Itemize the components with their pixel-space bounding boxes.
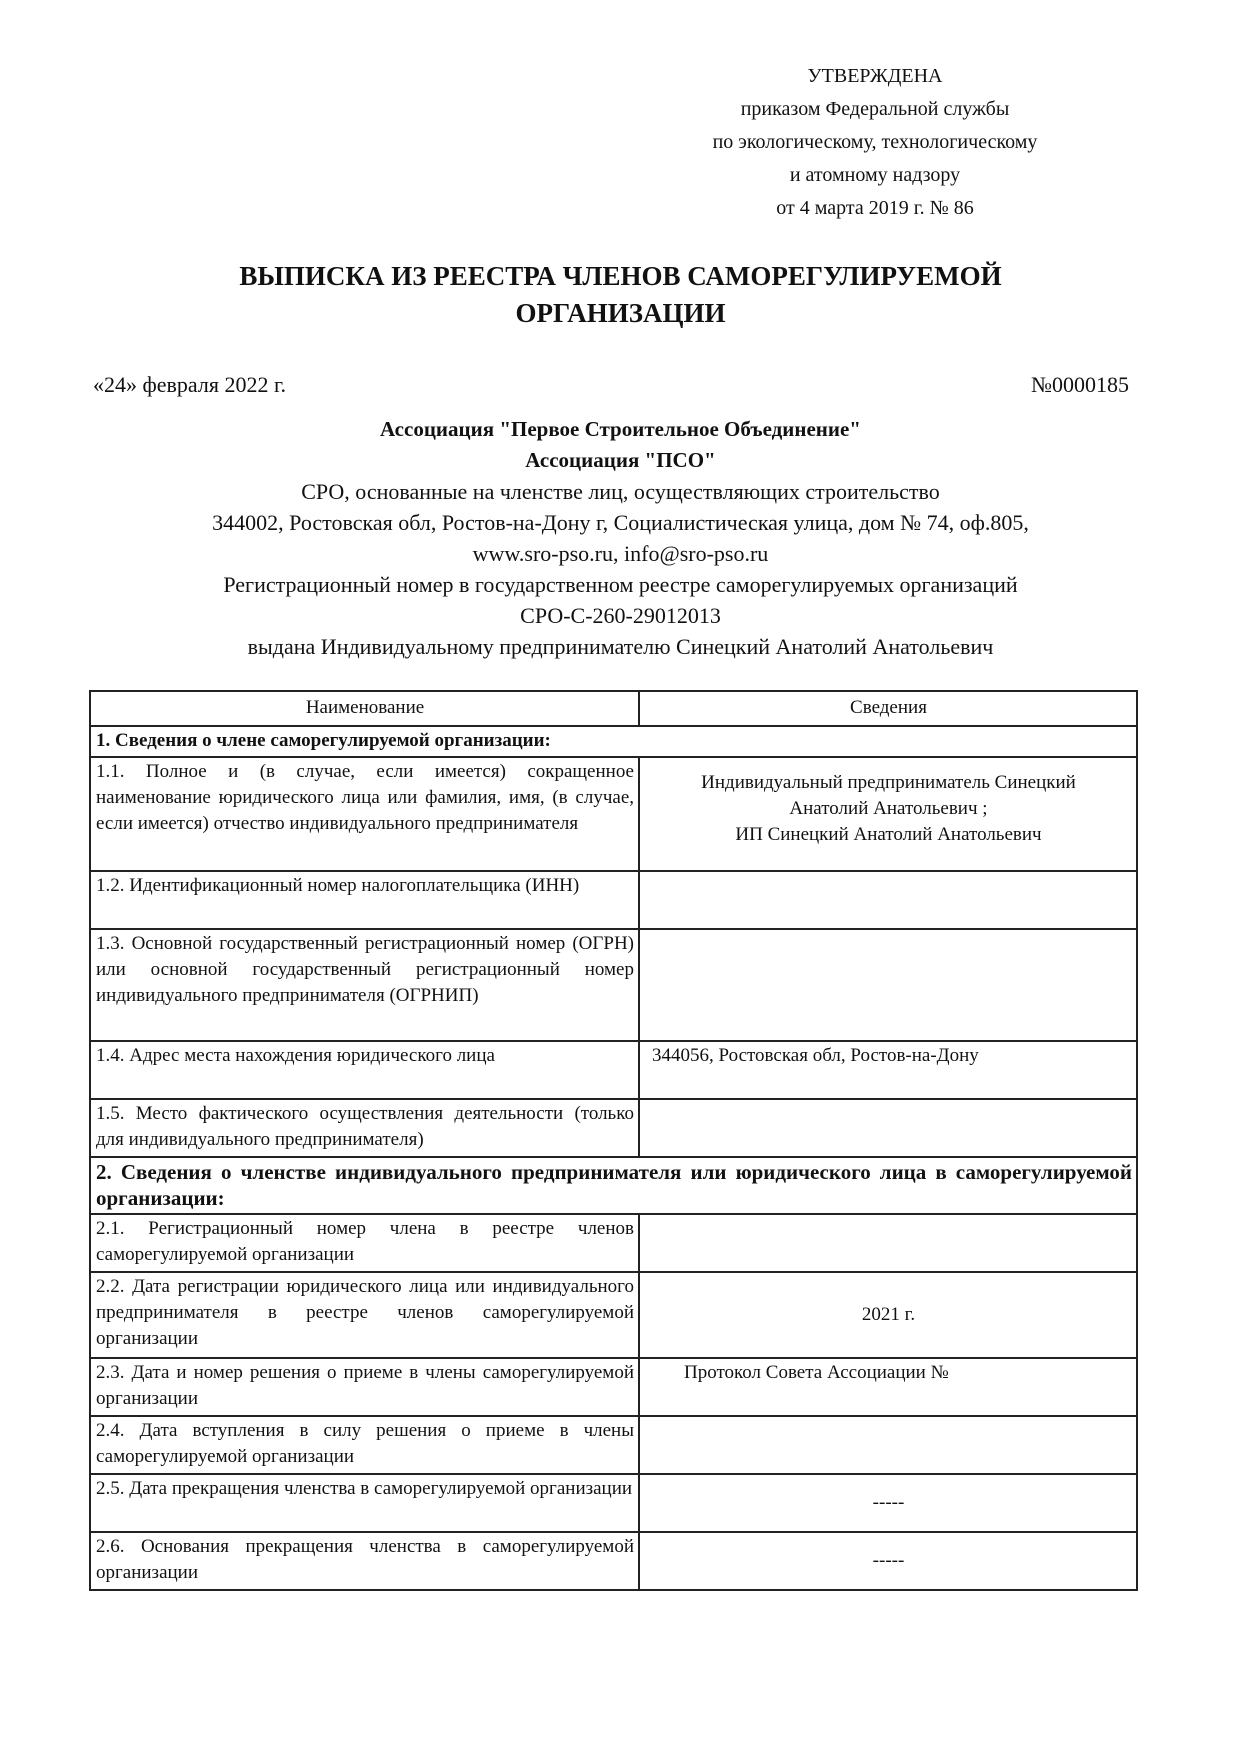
table-row <box>90 1214 1137 1272</box>
row-2-1-value <box>639 1214 1137 1272</box>
org-address: 344002, Ростовская обл, Ростов-на-Дону г, Социалистическая улица, дом № 74, оф.805, <box>212 510 1029 535</box>
table-row <box>90 1358 1137 1416</box>
table-row <box>90 1041 1137 1099</box>
title-line-1: ВЫПИСКА ИЗ РЕЕСТРА ЧЛЕНОВ САМОРЕГУЛИРУЕМОЙ <box>239 261 1002 291</box>
row-1-1-value <box>639 757 1137 871</box>
table-row <box>90 1474 1137 1532</box>
row-1-3-value <box>639 929 1137 1041</box>
row-1-1-value-line-2: Анатолий Анатольевич ; <box>789 798 988 819</box>
table-row <box>90 1272 1137 1358</box>
table-row <box>90 1416 1137 1474</box>
row-1-5-label: 1.5. Место фактического осуществления деятельности (только для индивидуального предпринимателя) <box>90 1099 639 1157</box>
section-2-row <box>90 1157 1137 1214</box>
row-1-2-value <box>639 871 1137 929</box>
row-1-1-value-line-3: ИП Синецкий Анатолий Анатольевич <box>735 824 1042 845</box>
row-2-5-label: 2.5. Дата прекращения членства в саморегулируемой организации <box>90 1474 639 1532</box>
org-short-name: Ассоциация "ПСО" <box>525 448 716 472</box>
table-row <box>90 1532 1137 1590</box>
approval-stamp-block <box>660 60 1090 225</box>
org-reg-number: СРО-С-260-29012013 <box>520 603 721 628</box>
org-reg-label: Регистрационный номер в государственном реестре саморегулируемых организаций <box>223 572 1018 597</box>
org-full-name: Ассоциация "Первое Строительное Объединение" <box>380 417 861 441</box>
row-1-1-label: 1.1. Полное и (в случае, если имеется) сокращенное наименование юридического лица или фамилия, имя, (в случае, если имеется) отчество индивидуального предпринимателя <box>90 757 639 871</box>
document-title <box>0 258 1241 332</box>
approved-line-2: приказом Федеральной службы <box>740 98 1010 120</box>
registry-table <box>89 690 1138 1591</box>
row-2-1-label: 2.1. Регистрационный номер члена в реестре членов саморегулируемой организации <box>90 1214 639 1272</box>
row-2-6-value: ----- <box>639 1532 1137 1590</box>
issued-to: выдана Индивидуальному предпринимателю Синецкий Анатолий Анатольевич <box>247 634 994 659</box>
row-2-3-value: Протокол Совета Ассоциации № <box>639 1358 1137 1416</box>
title-line-2: ОРГАНИЗАЦИИ <box>515 298 726 328</box>
approved-line-1: УТВЕРЖДЕНА <box>807 65 943 87</box>
org-web: www.sro-pso.ru, info@sro-pso.ru <box>472 541 769 566</box>
row-1-4-label: 1.4. Адрес места нахождения юридического лица <box>90 1041 639 1099</box>
row-2-4-value <box>639 1416 1137 1474</box>
row-2-4-label: 2.4. Дата вступления в силу решения о приеме в члены саморегулируемой организации <box>90 1416 639 1474</box>
section-1-heading: 1. Сведения о члене саморегулируемой организации: <box>90 726 1137 757</box>
table-row <box>90 871 1137 929</box>
row-2-3-label: 2.3. Дата и номер решения о приеме в члены саморегулируемой организации <box>90 1358 639 1416</box>
table-row <box>90 1099 1137 1157</box>
header-name: Наименование <box>90 691 639 726</box>
date-number-line <box>93 370 1129 400</box>
row-1-1-value-line-1: Индивидуальный предприниматель Синецкий <box>701 772 1076 793</box>
section-1-row <box>90 726 1137 757</box>
row-1-4-value: 344056, Ростовская обл, Ростов-на-Дону <box>639 1041 1137 1099</box>
table-row <box>90 757 1137 871</box>
document-date: «24» февраля 2022 г. <box>93 372 287 397</box>
row-2-2-label: 2.2. Дата регистрации юридического лица или индивидуального предпринимателя в реестре членов саморегулируемой организации <box>90 1272 639 1358</box>
row-1-2-label: 1.2. Идентификационный номер налогоплательщика (ИНН) <box>90 871 639 929</box>
row-1-5-value <box>639 1099 1137 1157</box>
organization-block <box>0 414 1241 662</box>
row-2-5-value: ----- <box>639 1474 1137 1532</box>
org-type: СРО, основанные на членстве лиц, осуществляющих строительство <box>301 479 940 504</box>
table-row <box>90 929 1137 1041</box>
approved-line-5: от 4 марта 2019 г. № 86 <box>776 197 974 219</box>
section-2-heading: 2. Сведения о членстве индивидуального предпринимателя или юридического лица в саморегулируемой организации: <box>90 1157 1137 1214</box>
table-header-row <box>90 691 1137 726</box>
header-info: Сведения <box>639 691 1137 726</box>
approved-line-3: по экологическому, технологическому <box>712 131 1038 153</box>
row-1-3-label: 1.3. Основной государственный регистрационный номер (ОГРН) или основной государственный регистрационный номер индивидуального предпринимателя (ОГРНИП) <box>90 929 639 1041</box>
document-number: №0000185 <box>1031 372 1129 397</box>
row-2-2-value: 2021 г. <box>639 1272 1137 1358</box>
row-2-6-label: 2.6. Основания прекращения членства в саморегулируемой организации <box>90 1532 639 1590</box>
approved-line-4: и атомному надзору <box>789 164 961 186</box>
